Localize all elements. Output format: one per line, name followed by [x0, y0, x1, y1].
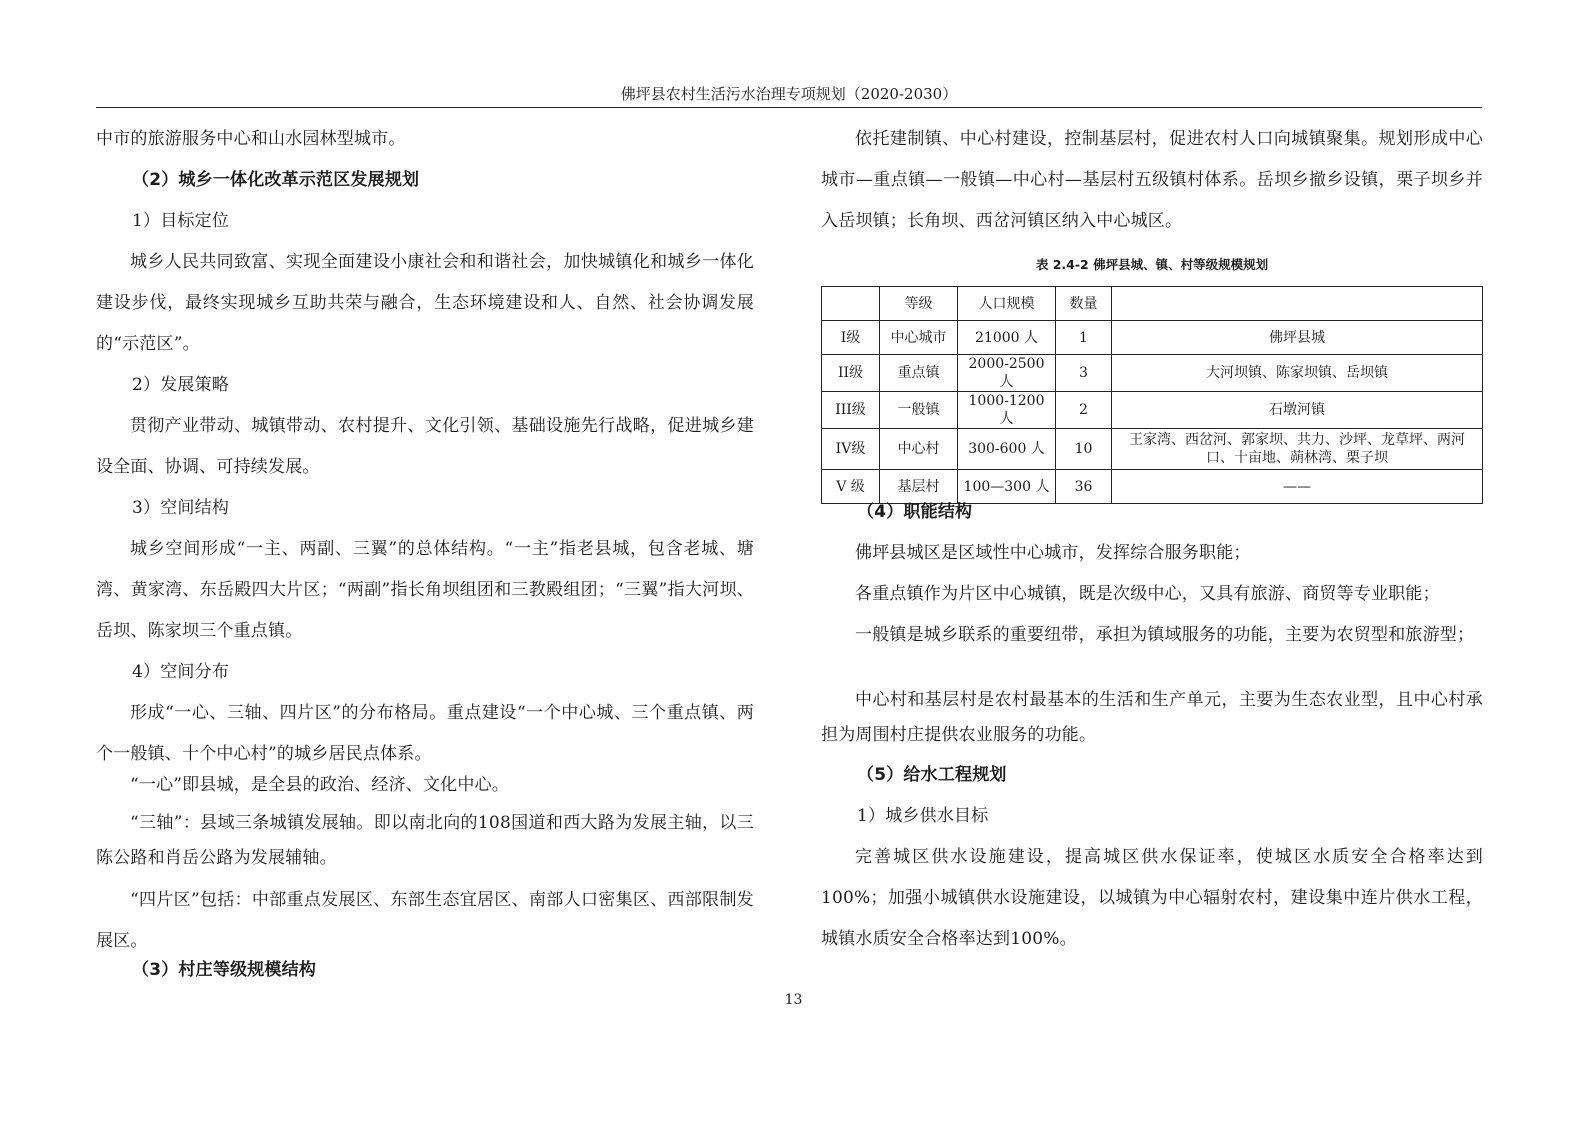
table-cell: 300-600 人 [958, 429, 1056, 470]
subheading-spatial-structure: 3）空间结构 [132, 498, 230, 518]
paragraph: 依托建制镇、中心村建设，控制基层村，促进农村人口向城镇聚集。规划形成中心城市—重点镇—一般镇—中心村—基层村五级镇村体系。岳坝乡撤乡设镇，栗子坝乡并入岳坝镇；长角坝、西岔河镇区纳入中心城区。 [821, 129, 1483, 231]
section-heading-4: （4）职能结构 [857, 502, 973, 522]
table-header-cell: 等级 [880, 287, 958, 321]
paragraph: 佛坪县城区是区域性中心城市，发挥综合服务职能； [855, 543, 1251, 563]
section-heading-3: （3）村庄等级规模结构 [132, 960, 317, 980]
settlement-grade-table [821, 286, 1483, 504]
table-cell: 2000-2500 人 [958, 355, 1056, 392]
table-cell: III级 [822, 392, 880, 429]
table-caption: 表 2.4-2 佛坪县城、镇、村等级规模规划 [1035, 257, 1269, 272]
table-cell: 3 [1056, 355, 1112, 392]
paragraph: 形成“一心、三轴、四片区”的分布格局。重点建设“一个中心城、三个重点镇、两个一般镇、十个中心村”的城乡居民点体系。 [96, 703, 754, 764]
section-heading-5: （5）给水工程规划 [857, 765, 1007, 785]
table-cell: 佛坪县城 [1112, 321, 1483, 355]
table-cell: 中心城市 [880, 321, 958, 355]
table-header-cell: 数量 [1056, 287, 1112, 321]
table-cell: 2 [1056, 392, 1112, 429]
page-number: 13 [784, 992, 803, 1008]
table-cell: 36 [1056, 470, 1112, 504]
subheading-water-supply-goal: 1）城乡供水目标 [857, 806, 989, 826]
table-cell: 大河坝镇、陈家坝镇、岳坝镇 [1112, 355, 1483, 392]
table-row [822, 355, 1483, 392]
paragraph: 完善城区供水设施建设，提高城区供水保证率，使城区水质安全合格率达到100%；加强小城镇供水设施建设，以城镇为中心辐射农村，建设集中连片供水工程，城镇水质安全合格率达到100%。 [821, 847, 1483, 949]
header-rule [96, 107, 1482, 108]
table-header-cell: 人口规模 [958, 287, 1056, 321]
paragraph: 各重点镇作为片区中心城镇，既是次级中心，又具有旅游、商贸等专业职能； [855, 584, 1440, 604]
paragraph: “三轴”：县域三条城镇发展轴。即以南北向的108国道和西大路为发展主轴，以三陈公路和肖岳公路为发展辅轴。 [96, 813, 754, 868]
page-header-title: 佛坪县农村生活污水治理专项规划（2020-2030） [620, 85, 958, 103]
paragraph: 中心村和基层村是农村最基本的生活和生产单元，主要为生态农业型，且中心村承担为周围村庄提供农业服务的功能。 [821, 690, 1483, 745]
subheading-strategy: 2）发展策略 [132, 375, 230, 395]
paragraph: “四片区”包括：中部重点发展区、东部生态宜居区、南部人口密集区、西部限制发展区。 [96, 890, 754, 951]
paragraph: 贯彻产业带动、城镇带动、农村提升、文化引领、基础设施先行战略，促进城乡建设全面、协调、可持续发展。 [96, 416, 754, 477]
table-cell: 中心村 [880, 429, 958, 470]
table-header-cell [1112, 287, 1483, 321]
table-cell: I级 [822, 321, 880, 355]
table-header-cell [822, 287, 880, 321]
table-cell: V 级 [822, 470, 880, 504]
table-row [822, 392, 1483, 429]
table-row [822, 321, 1483, 355]
table-cell: 100—300 人 [958, 470, 1056, 504]
table-cell: 重点镇 [880, 355, 958, 392]
table-cell: 10 [1056, 429, 1112, 470]
table-cell: —— [1112, 470, 1483, 504]
subheading-spatial-distribution: 4）空间分布 [132, 662, 230, 682]
subheading-goal: 1）目标定位 [132, 211, 230, 231]
table-cell: 21000 人 [958, 321, 1056, 355]
paragraph: 中市的旅游服务中心和山水园林型城市。 [96, 129, 406, 149]
table-cell: 石墩河镇 [1112, 392, 1483, 429]
paragraph: “一心”即县城，是全县的政治、经济、文化中心。 [130, 775, 509, 795]
paragraph: 一般镇是城乡联系的重要纽带，承担为镇域服务的功能，主要为农贸型和旅游型； [855, 625, 1475, 645]
table-header-row [822, 287, 1483, 321]
table-cell: IV级 [822, 429, 880, 470]
table-cell: 王家湾、西岔河、郭家坝、共力、沙坪、龙草坪、两河口、十亩地、蒴林湾、栗子坝 [1112, 429, 1483, 470]
paragraph: 城乡人民共同致富、实现全面建设小康社会和和谐社会，加快城镇化和城乡一体化建设步伐，最终实现城乡互助共荣与融合，生态环境建设和人、自然、社会协调发展的“示范区”。 [96, 252, 754, 354]
table-cell: 基层村 [880, 470, 958, 504]
section-heading-2: （2）城乡一体化改革示范区发展规划 [132, 170, 420, 190]
table-cell: 一般镇 [880, 392, 958, 429]
table-cell: 1000-1200 人 [958, 392, 1056, 429]
paragraph: 城乡空间形成“一主、两副、三翼”的总体结构。“一主”指老县城，包含老城、塘湾、黄家湾、东岳殿四大片区；“两副”指长角坝组团和三教殿组团；“三翼”指大河坝、岳坝、陈家坝三个重点镇。 [96, 539, 754, 641]
table-cell: 1 [1056, 321, 1112, 355]
table-row [822, 429, 1483, 470]
table-cell: II级 [822, 355, 880, 392]
